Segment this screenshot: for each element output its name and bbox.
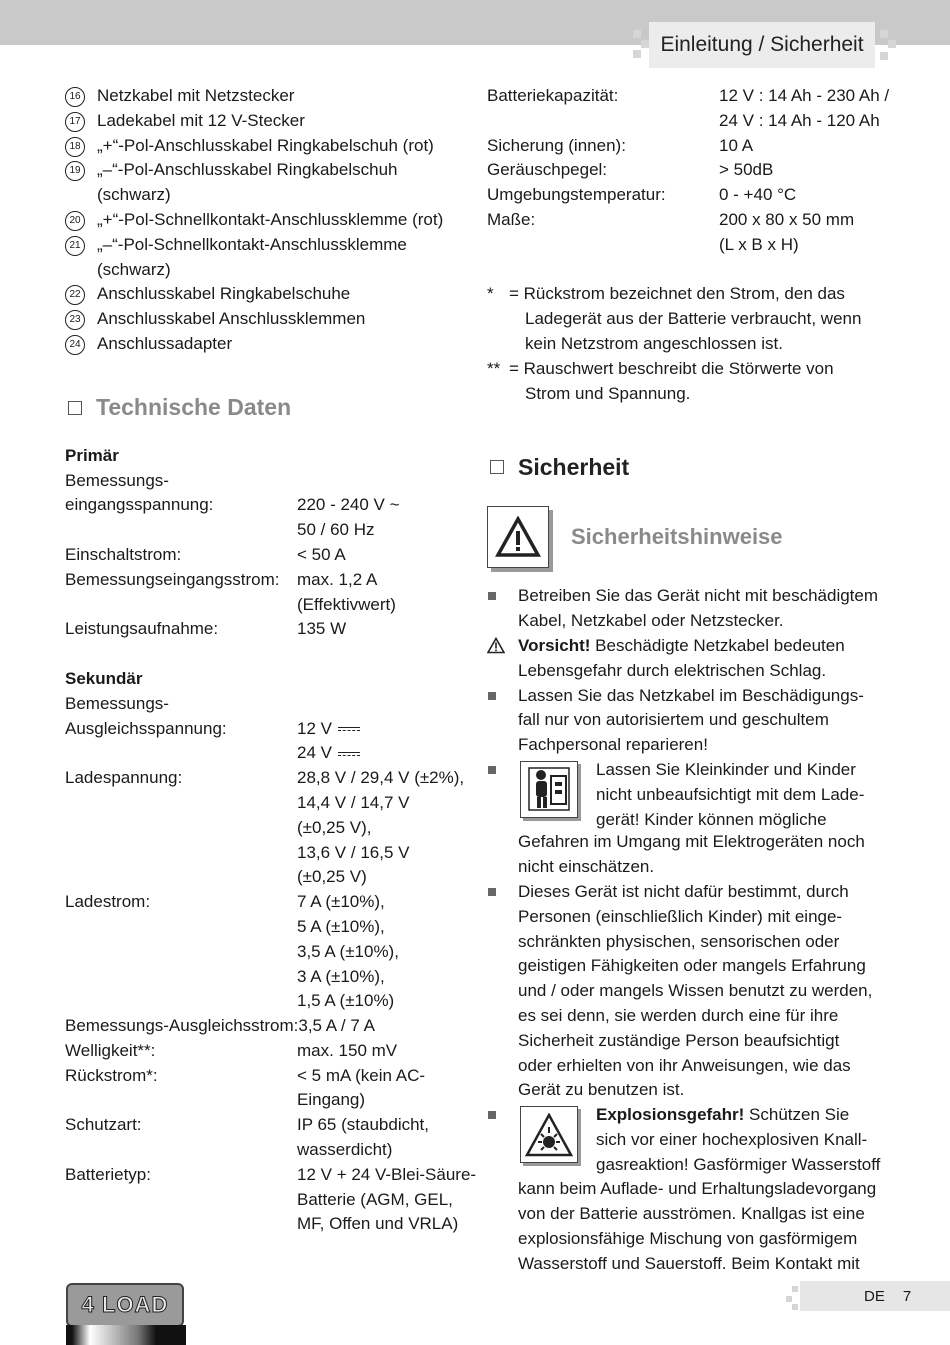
decor-pixel (633, 30, 641, 38)
spec-value: Eingang) (297, 1090, 366, 1110)
item-line: Ladekabel mit 12 V-Stecker (97, 110, 305, 130)
item-text (97, 233, 485, 283)
spec-value: (±0,25 V) (297, 867, 367, 887)
bullet-text: Wasserstoff und Sauerstoff. Beim Kontakt mit (518, 1253, 860, 1273)
spec-label: Leistungsaufnahme: (65, 619, 219, 639)
spec-row (65, 617, 485, 642)
footnote-text (509, 357, 834, 407)
list-item (65, 307, 485, 332)
decor-pixel (792, 1304, 798, 1310)
item-line: (schwarz) (97, 259, 171, 279)
item-text (97, 134, 485, 159)
bullet-text: oder erhielten von ihr Anweisungen, wie das (518, 1055, 851, 1075)
bullet-text: Beschädigte Netzkabel bedeuten (590, 635, 845, 655)
spec-value: (Effektivwert) (297, 594, 396, 614)
spec-values (719, 134, 887, 159)
list-item (65, 282, 485, 307)
spec-value: 3 A (±10%), (297, 966, 385, 986)
bullet-text: von der Batterie ausströmen. Knallgas ist eine (518, 1204, 865, 1224)
explosion-label: Explosionsgefahr! (596, 1105, 745, 1125)
footnote-mark: * (487, 284, 494, 304)
checkbox-icon (490, 460, 504, 474)
footnote-line: Ladegerät aus der Batterie verbraucht, wenn (525, 309, 862, 329)
spec-value: 220 - 240 V ~ (297, 495, 400, 515)
spec-row (487, 208, 887, 258)
spec-label: Umgebungstemperatur: (487, 185, 666, 205)
spec-value: 10 A (719, 135, 754, 155)
list-item (65, 332, 485, 357)
spec-label: Maße: (487, 209, 536, 229)
list-item (65, 84, 485, 109)
safety-heading (487, 452, 887, 482)
item-line: (schwarz) (97, 185, 171, 205)
bullet-text: Kabel, Netzkabel oder Netzstecker. (518, 611, 784, 631)
bullet-text: nicht unbeaufsichtigt mit dem Lade- (596, 784, 865, 804)
spec-label: Welligkeit**: (65, 1040, 156, 1060)
parts-list (65, 84, 485, 357)
spec-values (297, 493, 485, 543)
bullet-text: Gefahren im Umgang mit Elektrogeräten noch (518, 832, 865, 852)
logo-text: 4 LOAD (81, 1292, 169, 1317)
spec-values (298, 1014, 485, 1039)
safety-notes-heading (487, 506, 887, 568)
spec-values (297, 568, 485, 618)
spec-value: 7 A (±10%), (297, 892, 385, 912)
spec-value: 1,5 A (±10%) (297, 991, 395, 1011)
spec-label: Bemessungseingangsstrom: (65, 569, 280, 589)
spec-row (65, 1014, 485, 1039)
checkbox-icon (68, 401, 82, 415)
spec-row (487, 84, 890, 134)
item-line: „–“-Pol-Schnellkontakt-Anschlussklemme (97, 234, 407, 254)
spec-value: (±0,25 V), (297, 817, 372, 837)
item-text (97, 109, 485, 134)
spec-values (719, 84, 889, 134)
bullet-text: fall nur von autorisiertem und geschultem (518, 710, 829, 730)
bullet-text: sich vor einer hochexplosiven Knall- (596, 1129, 868, 1149)
spec-label: Einschaltstrom: (65, 544, 182, 564)
item-number: 23 (65, 310, 85, 330)
bullet-text: Fachpersonal reparieren! (518, 735, 708, 755)
bullet-square-icon (488, 766, 496, 774)
bullet-text: Lassen Sie Kleinkinder und Kinder (596, 759, 856, 779)
spec-value: 24 V : 14 Ah - 120 Ah (719, 110, 880, 130)
decor-pixel (633, 50, 641, 58)
item-text (97, 282, 485, 307)
item-text (97, 158, 485, 208)
list-item (487, 584, 887, 634)
spec-values (297, 469, 485, 494)
decor-pixel (792, 1286, 798, 1292)
spec-label: Ausgleichsspannung: (65, 718, 227, 738)
footnote (487, 357, 887, 407)
technical-data-heading (65, 393, 485, 423)
list-item (65, 233, 485, 283)
spec-value: 0 - +40 °C (719, 185, 797, 205)
spec-value: 13,6 V / 16,5 V (297, 842, 410, 862)
item-number: 16 (65, 87, 85, 107)
spec-row (65, 1064, 485, 1114)
list-item (65, 208, 485, 233)
primary-heading: Primär (65, 445, 119, 465)
item-text (97, 84, 485, 109)
item-number: 18 (65, 137, 85, 157)
spec-label: Bemessungs- (65, 470, 169, 490)
bullet-text: kann beim Auflade- und Erhaltungsladevorgang (518, 1179, 877, 1199)
bullet-text: Sicherheit zuständige Person beaufsichtigt (518, 1030, 840, 1050)
spec-row (65, 717, 485, 767)
logo-stripe (66, 1325, 186, 1345)
technical-data-title: Technische Daten (96, 394, 292, 421)
spec-label: Bemessungs-Ausgleichsstrom: (65, 1016, 299, 1036)
page-footer (800, 1281, 950, 1311)
item-number: 24 (65, 335, 85, 355)
bullet-text: schränkten physischen, sensorischen oder (518, 931, 840, 951)
bullet-text: explosionsfähige Mischung von gasförmigem (518, 1229, 858, 1249)
item-number: 20 (65, 211, 85, 231)
bullet-text: nicht einschätzen. (518, 857, 655, 877)
item-line: Anschlusskabel Ringkabelschuhe (97, 284, 351, 304)
footnotes (487, 282, 887, 406)
footnote-line: Strom und Spannung. (525, 383, 691, 403)
footnote-line: kein Netzstrom angeschlossen ist. (525, 333, 783, 353)
spec-value: 135 W (297, 619, 347, 639)
list-item (487, 1103, 887, 1277)
spec-value: 5 A (±10%), (297, 916, 385, 936)
spec-value: max. 150 mV (297, 1040, 398, 1060)
spec-value: (L x B x H) (719, 234, 799, 254)
spec-value: 200 x 80 x 50 mm (719, 209, 855, 229)
spec-row (65, 469, 485, 494)
spec-values (719, 208, 887, 258)
spec-row (65, 890, 485, 1014)
item-line: „+“-Pol-Anschlusskabel Ringkabelschuh (rot) (97, 135, 434, 155)
bullet-text: Personen (einschließlich Kinder) mit einge- (518, 906, 843, 926)
dc-symbol-icon (338, 752, 360, 756)
spec-row (487, 158, 887, 183)
bullet-square-icon (488, 1111, 496, 1119)
language-code: DE (864, 1287, 885, 1305)
spec-value: < 5 mA (kein AC- (297, 1065, 426, 1085)
item-text (97, 307, 485, 332)
spec-value: > 50dB (719, 160, 774, 180)
spec-values (297, 890, 485, 1014)
bullet-square-icon (488, 888, 496, 896)
bullet-text: es sei denn, sie werden durch eine für ihre (518, 1005, 839, 1025)
list-item (487, 880, 887, 1103)
spec-value: < 50 A (297, 544, 346, 564)
item-line: Netzkabel mit Netzstecker (97, 86, 295, 105)
spec-value: 3,5 A (±10%), (297, 941, 399, 961)
spec-label: Sicherung (innen): (487, 135, 626, 155)
spec-value: 12 V : 14 Ah - 230 Ah / (719, 86, 890, 105)
spec-row (65, 1113, 485, 1163)
bullet-text: und / oder mangels Wissen benutzt zu werden, (518, 981, 873, 1001)
spec-row (487, 134, 887, 159)
bullet-text: Lassen Sie das Netzkabel im Beschädigungs- (518, 685, 864, 705)
right-column (487, 84, 890, 1277)
primary-specs (65, 469, 485, 643)
page-number: 7 (902, 1287, 912, 1305)
bullet-text: Lebensgefahr durch elektrischen Schlag. (518, 660, 827, 680)
spec-label: eingangsspannung: (65, 495, 214, 515)
spec-label: Rückstrom*: (65, 1065, 158, 1085)
spec-values (297, 617, 485, 642)
spec-values (297, 766, 485, 890)
footnote-mark: ** (487, 358, 501, 378)
spec-value: max. 1,2 A (297, 569, 378, 589)
spec-values (719, 183, 887, 208)
spec-values (719, 158, 887, 183)
bullet-text: Gerät zu benutzen ist. (518, 1080, 685, 1100)
spec-values (297, 1064, 485, 1114)
list-item (487, 684, 887, 758)
secondary-heading: Sekundär (65, 668, 143, 688)
item-line: Anschlussadapter (97, 333, 233, 353)
secondary-specs (65, 766, 485, 1237)
bullet-text: geistigen Fähigkeiten oder mangels Erfahrung (518, 956, 866, 976)
list-item (65, 134, 485, 159)
safety-subtitle: Sicherheitshinweise (571, 524, 783, 550)
right-specs (487, 84, 890, 258)
spec-values (297, 1113, 485, 1163)
decor-pixel (786, 1296, 792, 1302)
bullet-text: Betreiben Sie das Gerät nicht mit beschädigtem (518, 586, 879, 606)
spec-label: Batterietyp: (65, 1164, 151, 1184)
list-item (487, 758, 887, 880)
spec-row (65, 766, 485, 890)
spec-value: Batterie (AGM, GEL, (297, 1189, 453, 1209)
spec-values (297, 543, 485, 568)
spec-value: 14,4 V / 14,7 V (297, 792, 410, 812)
bullet-text: gerät! Kinder können mögliche (596, 809, 827, 829)
bullet-text: Dieses Gerät ist nicht dafür bestimmt, durch (518, 881, 849, 901)
warning-triangle-icon (487, 506, 549, 568)
item-text (97, 332, 485, 357)
spec-row (65, 543, 485, 568)
spec-row (65, 568, 485, 618)
spec-label: Ladestrom: (65, 892, 151, 912)
item-line: Anschlusskabel Anschlussklemmen (97, 309, 366, 329)
page-header-title: Einleitung / Sicherheit (649, 22, 875, 68)
spec-value (297, 469, 485, 494)
spec-value: IP 65 (staubdicht, (297, 1115, 429, 1135)
spec-value: 50 / 60 Hz (297, 520, 375, 540)
footnote (487, 282, 887, 356)
list-item (487, 634, 887, 684)
item-number: 19 (65, 161, 85, 181)
caution-triangle-icon (487, 637, 505, 654)
footnote-line: = Rückstrom bezeichnet den Strom, den das (509, 284, 845, 304)
bullet-square-icon (488, 592, 496, 600)
spec-value: 12 V + 24 V-Blei-Säure- (297, 1164, 477, 1184)
item-number: 17 (65, 112, 85, 132)
spec-value: 24 V (297, 741, 485, 766)
list-item (65, 158, 485, 208)
spec-value: wasserdicht) (297, 1140, 393, 1160)
safety-title: Sicherheit (518, 453, 630, 480)
secondary-pre-label: Bemessungs- (65, 693, 169, 713)
brand-logo (66, 1283, 184, 1327)
decor-pixel (888, 40, 896, 48)
bullet-text: gasreaktion! Gasförmiger Wasserstoff (596, 1154, 881, 1174)
bullet-square-icon (488, 692, 496, 700)
spec-label: Batteriekapazität: (487, 86, 619, 105)
left-column (65, 84, 485, 1237)
spec-value: 12 V (297, 717, 485, 742)
spec-value: 3,5 A / 7 A (298, 1016, 375, 1036)
bullet-text: Schützen Sie (744, 1105, 850, 1125)
caution-label: Vorsicht! (518, 635, 591, 655)
spec-value: MF, Offen und VRLA) (297, 1214, 459, 1234)
children-warning-icon (520, 761, 578, 818)
dc-symbol-icon (338, 727, 360, 731)
decor-pixel (880, 30, 888, 38)
decor-pixel (880, 52, 888, 60)
spec-values (297, 1039, 485, 1064)
item-line: „–“-Pol-Anschlusskabel Ringkabelschuh (97, 160, 398, 180)
list-item (65, 109, 485, 134)
footnote-line: = Rauschwert beschreibt die Störwerte von (509, 358, 834, 378)
footnote-text (509, 282, 861, 356)
spec-label: Geräuschpegel: (487, 160, 608, 180)
item-text (97, 208, 485, 233)
spec-label: Ladespannung: (65, 768, 183, 788)
spec-value: 28,8 V / 29,4 V (±2%), (297, 768, 465, 788)
decor-pixel (641, 40, 649, 48)
spec-row (65, 493, 485, 543)
spec-values (297, 1163, 485, 1237)
spec-label: Schutzart: (65, 1115, 142, 1135)
item-line: „+“-Pol-Schnellkontakt-Anschlussklemme (rot) (97, 209, 444, 229)
spec-row (487, 183, 887, 208)
spec-row (65, 1039, 485, 1064)
item-number: 22 (65, 285, 85, 305)
spec-row (65, 1163, 485, 1237)
explosion-warning-icon (520, 1106, 578, 1163)
item-number: 21 (65, 236, 85, 256)
